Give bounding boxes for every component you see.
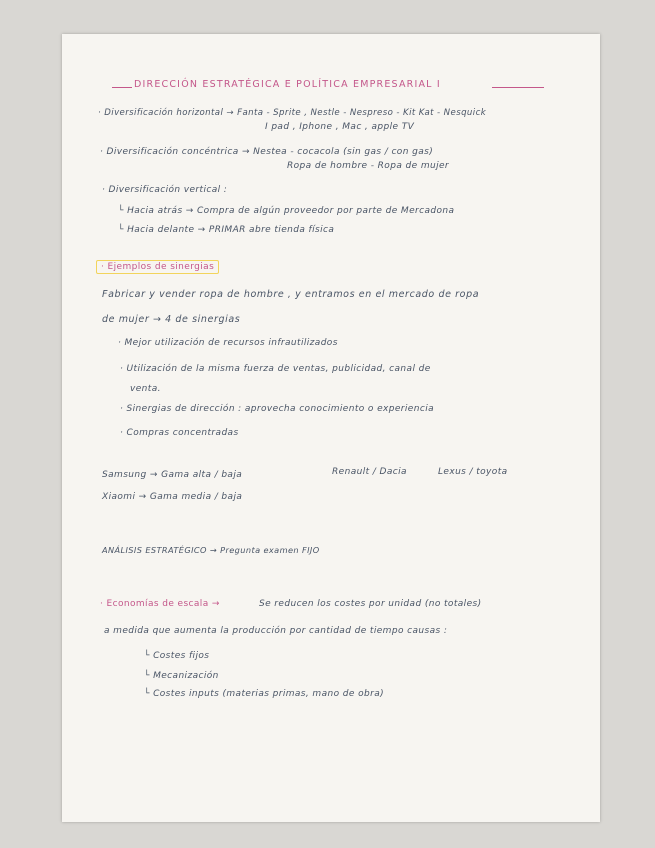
note-line: └ Hacia delante → PRIMAR abre tienda física bbox=[118, 225, 335, 235]
economies-line: └ Costes inputs (materias primas, mano de obra) bbox=[144, 689, 385, 699]
synergy-heading: · Ejemplos de sinergias bbox=[96, 260, 219, 274]
synergy-line: venta. bbox=[130, 384, 161, 394]
note-line: └ Hacia atrás → Compra de algún proveedor por parte de Mercadona bbox=[118, 206, 455, 216]
synergy-line: · Compras concentradas bbox=[120, 428, 239, 438]
notebook-page bbox=[62, 34, 600, 822]
synergy-line: Fabricar y vender ropa de hombre , y entramos en el mercado de ropa bbox=[102, 289, 480, 300]
analysis-line: ANÁLISIS ESTRATÉGICO → Pregunta examen FIJO bbox=[102, 545, 320, 555]
economies-line: └ Costes fijos bbox=[144, 651, 210, 661]
synergy-line: de mujer → 4 de sinergias bbox=[102, 314, 241, 325]
note-line: · Diversificación vertical : bbox=[102, 185, 228, 195]
brand-line: Lexus / toyota bbox=[438, 467, 508, 477]
economies-line: a medida que aumenta la producción por cantidad de tiempo causas : bbox=[104, 626, 448, 636]
synergy-line: · Utilización de la misma fuerza de ventas, publicidad, canal de bbox=[120, 364, 431, 374]
synergy-line: · Mejor utilización de recursos infrautilizados bbox=[118, 338, 338, 348]
brand-line: Xiaomi → Gama media / baja bbox=[102, 492, 243, 502]
page-title: DIRECCIÓN ESTRATÉGICA E POLÍTICA EMPRESARIAL I bbox=[134, 79, 441, 90]
note-line: · Diversificación horizontal → Fanta - Sprite , Nestle - Nespreso - Kit Kat - Nesquick bbox=[98, 108, 487, 118]
title-rule-left bbox=[112, 87, 132, 88]
note-line: · Diversificación concéntrica → Nestea - cocacola (sin gas / con gas) bbox=[100, 147, 434, 157]
economies-line: Se reducen los costes por unidad (no totales) bbox=[259, 599, 482, 609]
title-rule-right bbox=[492, 87, 544, 88]
synergy-line: · Sinergias de dirección : aprovecha conocimiento o experiencia bbox=[120, 404, 435, 414]
brand-line: Renault / Dacia bbox=[332, 467, 407, 477]
note-line: Ropa de hombre - Ropa de mujer bbox=[287, 161, 450, 171]
brand-line: Samsung → Gama alta / baja bbox=[102, 470, 243, 480]
note-line: I pad , Iphone , Mac , apple TV bbox=[265, 122, 415, 132]
economies-heading: · Economías de escala → bbox=[100, 599, 220, 609]
economies-line: └ Mecanización bbox=[144, 671, 219, 681]
